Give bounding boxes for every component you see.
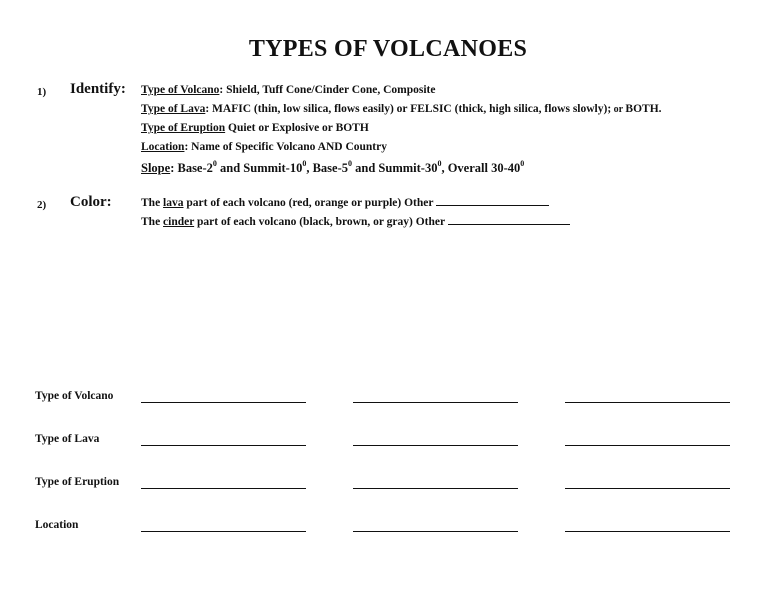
identify-label: Location: [141, 141, 185, 153]
slope-part: , Base-5: [306, 161, 349, 175]
section-2-heading: Color:: [70, 194, 112, 210]
answer-line[interactable]: [565, 488, 730, 489]
answer-line[interactable]: [565, 402, 730, 403]
answer-line[interactable]: [565, 445, 730, 446]
answer-line[interactable]: [141, 445, 306, 446]
identify-line-location: [141, 141, 387, 153]
identify-line-type-of-lava: [141, 103, 662, 115]
color-line-lava: [141, 196, 549, 209]
other-blank[interactable]: [436, 196, 549, 206]
degree-superscript: 0: [437, 159, 442, 168]
section-2-number: 2): [37, 199, 47, 211]
color-text: part of each volcano (black, brown, or gray) Other: [194, 216, 448, 228]
identify-label: Slope: [141, 161, 171, 175]
color-text: The: [141, 197, 164, 209]
color-keyword: cinder: [163, 216, 195, 228]
answer-line[interactable]: [141, 531, 306, 532]
identify-small-text: or: [611, 104, 626, 115]
color-keyword: lava: [163, 197, 184, 209]
row-label-type-of-eruption: Type of Eruption: [35, 476, 120, 488]
identify-line-slope: [141, 161, 524, 176]
answer-line[interactable]: [565, 531, 730, 532]
answer-line[interactable]: [353, 445, 518, 446]
identify-label: Type of Eruption: [141, 122, 226, 134]
identify-line-type-of-volcano: [141, 84, 436, 96]
section-1-number: 1): [37, 86, 47, 98]
identify-text: Shield, Tuff Cone/Cinder Cone, Composite: [223, 84, 436, 96]
identify-label: Type of Lava: [141, 103, 206, 115]
identify-colon: :: [170, 161, 175, 175]
identify-text: Quiet or Explosive or BOTH: [225, 122, 369, 134]
answer-line[interactable]: [141, 488, 306, 489]
answer-line[interactable]: [353, 488, 518, 489]
identify-line-type-of-eruption: [141, 122, 369, 134]
degree-superscript: 0: [212, 159, 217, 168]
identify-colon: :: [184, 141, 189, 153]
row-label-type-of-lava: Type of Lava: [35, 433, 100, 445]
page-title: TYPES OF VOLCANOES: [248, 36, 528, 62]
color-line-cinder: [141, 215, 570, 228]
identify-colon: :: [219, 84, 224, 96]
identify-label: Type of Volcano: [141, 84, 220, 96]
answer-line[interactable]: [353, 531, 518, 532]
degree-superscript: 0: [302, 159, 307, 168]
color-text: part of each volcano (red, orange or purple) Other: [183, 197, 437, 209]
answer-line[interactable]: [353, 402, 518, 403]
answer-line[interactable]: [141, 402, 306, 403]
slope-part: Base-2: [174, 161, 213, 175]
slope-part: and Summit-30: [352, 161, 438, 175]
identify-text: Name of Specific Volcano AND Country: [188, 141, 387, 153]
degree-superscript: 0: [520, 159, 525, 168]
degree-superscript: 0: [348, 159, 353, 168]
section-1-heading: Identify:: [70, 81, 126, 97]
identify-text-end: BOTH.: [625, 103, 662, 115]
identify-text: MAFIC (thin, low silica, flows easily) or FELSIC (thick, high silica, flows slowly);: [209, 103, 612, 115]
row-label-location: Location: [35, 519, 79, 531]
slope-part: , Overall 30-40: [441, 161, 521, 175]
row-label-type-of-volcano: Type of Volcano: [35, 390, 114, 402]
identify-colon: :: [205, 103, 210, 115]
other-blank[interactable]: [448, 215, 570, 225]
slope-part: and Summit-10: [216, 161, 303, 175]
color-text: The: [141, 216, 164, 228]
